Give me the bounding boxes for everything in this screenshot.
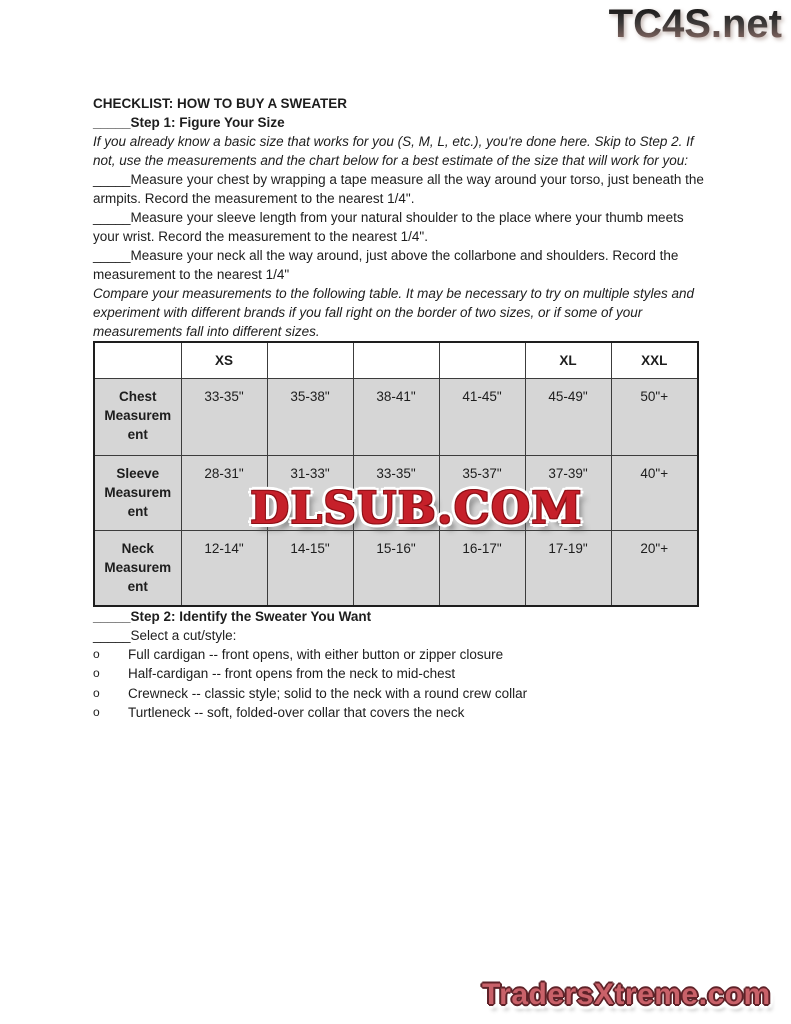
measure-chest-item: _____Measure your chest by wrapping a tape measure all the way around your torso, just beneath the armpits. Record the measurement to the nearest 1/4". bbox=[93, 172, 704, 206]
measurement-cell: 33-35" bbox=[353, 456, 439, 531]
step2-heading: _____Step 2: Identify the Sweater You Want bbox=[93, 608, 372, 624]
measure-sleeve-item: _____Measure your sleeve length from your natural shoulder to the place where your thumb meets your wrist. Record the measurement to the nearest 1/4". bbox=[93, 210, 684, 244]
style-item-half-cardigan bbox=[93, 664, 713, 684]
style-item-turtleneck bbox=[93, 703, 713, 723]
measurement-cell: 20"+ bbox=[611, 531, 698, 606]
measurement-cell: 40"+ bbox=[611, 456, 698, 531]
header-cell-hidden bbox=[353, 342, 439, 379]
style-item-crewneck bbox=[93, 684, 713, 704]
bullet-glyph: o bbox=[93, 666, 100, 680]
tradersxtreme-watermark: TradersXtreme.com bbox=[482, 978, 771, 1011]
measurement-cell: 33-35" bbox=[181, 379, 267, 456]
header-cell-xs: XS bbox=[181, 342, 267, 379]
page-title: CHECKLIST: HOW TO BUY A SWEATER bbox=[93, 96, 348, 111]
measurement-cell: 16-17" bbox=[439, 531, 525, 606]
header-cell-blank bbox=[94, 342, 181, 379]
measurement-cell: 41-45" bbox=[439, 379, 525, 456]
row-label-chest: Chest Measurement bbox=[94, 379, 181, 456]
header-cell-xxl: XXL bbox=[611, 342, 698, 379]
table-row bbox=[94, 379, 698, 456]
measurement-cell: 38-41" bbox=[353, 379, 439, 456]
measurement-cell: 35-38" bbox=[267, 379, 353, 456]
measurement-cell: 37-39" bbox=[525, 456, 611, 531]
measurement-cell: 14-15" bbox=[267, 531, 353, 606]
style-item-text: Half-cardigan -- front opens from the neck to mid-chest bbox=[128, 666, 456, 681]
measurement-cell: 50"+ bbox=[611, 379, 698, 456]
bullet-glyph: o bbox=[93, 646, 100, 661]
measurement-cell: 35-37" bbox=[439, 456, 525, 531]
header-cell-hidden bbox=[439, 342, 525, 379]
row-label-sleeve: Sleeve Measurement bbox=[94, 456, 181, 531]
style-item-full-cardigan bbox=[93, 645, 713, 665]
document-body bbox=[93, 94, 713, 723]
measurement-cell: 15-16" bbox=[353, 531, 439, 606]
measurement-cell: 31-33" bbox=[267, 456, 353, 531]
tc4s-logo: TC4S.net bbox=[608, 2, 782, 46]
row-label-neck: Neck Measurement bbox=[94, 531, 181, 606]
header-cell-xl: XL bbox=[525, 342, 611, 379]
style-item-text: Crewneck -- classic style; solid to the neck with a round crew collar bbox=[128, 685, 528, 701]
size-chart-table bbox=[93, 341, 699, 607]
dlsub-watermark: DLSUB.COM bbox=[250, 483, 583, 534]
measure-neck-item: _____Measure your neck all the way around, just above the collarbone and shoulders. Record the measurement to the nearest 1/4" bbox=[93, 248, 679, 282]
select-style-line: _____Select a cut/style: bbox=[93, 627, 237, 643]
table-header-row bbox=[94, 342, 698, 379]
style-list bbox=[93, 645, 713, 723]
style-item-text: Turtleneck -- soft, folded-over collar that covers the neck bbox=[128, 705, 465, 720]
measurement-cell: 28-31" bbox=[181, 456, 267, 531]
style-item-text: Full cardigan -- front opens, with either button or zipper closure bbox=[128, 646, 504, 662]
measurement-cell: 17-19" bbox=[525, 531, 611, 606]
step1-heading: _____Step 1: Figure Your Size bbox=[93, 115, 285, 130]
compare-note: Compare your measurements to the following table. It may be necessary to try on multiple styles and experiment with different brands if you fall right on the border of two sizes, or if some of your measurements fall into different sizes. bbox=[93, 286, 695, 339]
bullet-glyph: o bbox=[93, 705, 100, 719]
bullet-glyph: o bbox=[93, 685, 100, 700]
intro-paragraph: If you already know a basic size that works for you (S, M, L, etc.), you're done here. Skip to Step 2. If not, use the measurements and the chart below for a best estimate of the size that will work for you: bbox=[93, 134, 694, 168]
table-row bbox=[94, 531, 698, 606]
measurement-cell: 45-49" bbox=[525, 379, 611, 456]
header-cell-hidden bbox=[267, 342, 353, 379]
measurement-cell: 12-14" bbox=[181, 531, 267, 606]
